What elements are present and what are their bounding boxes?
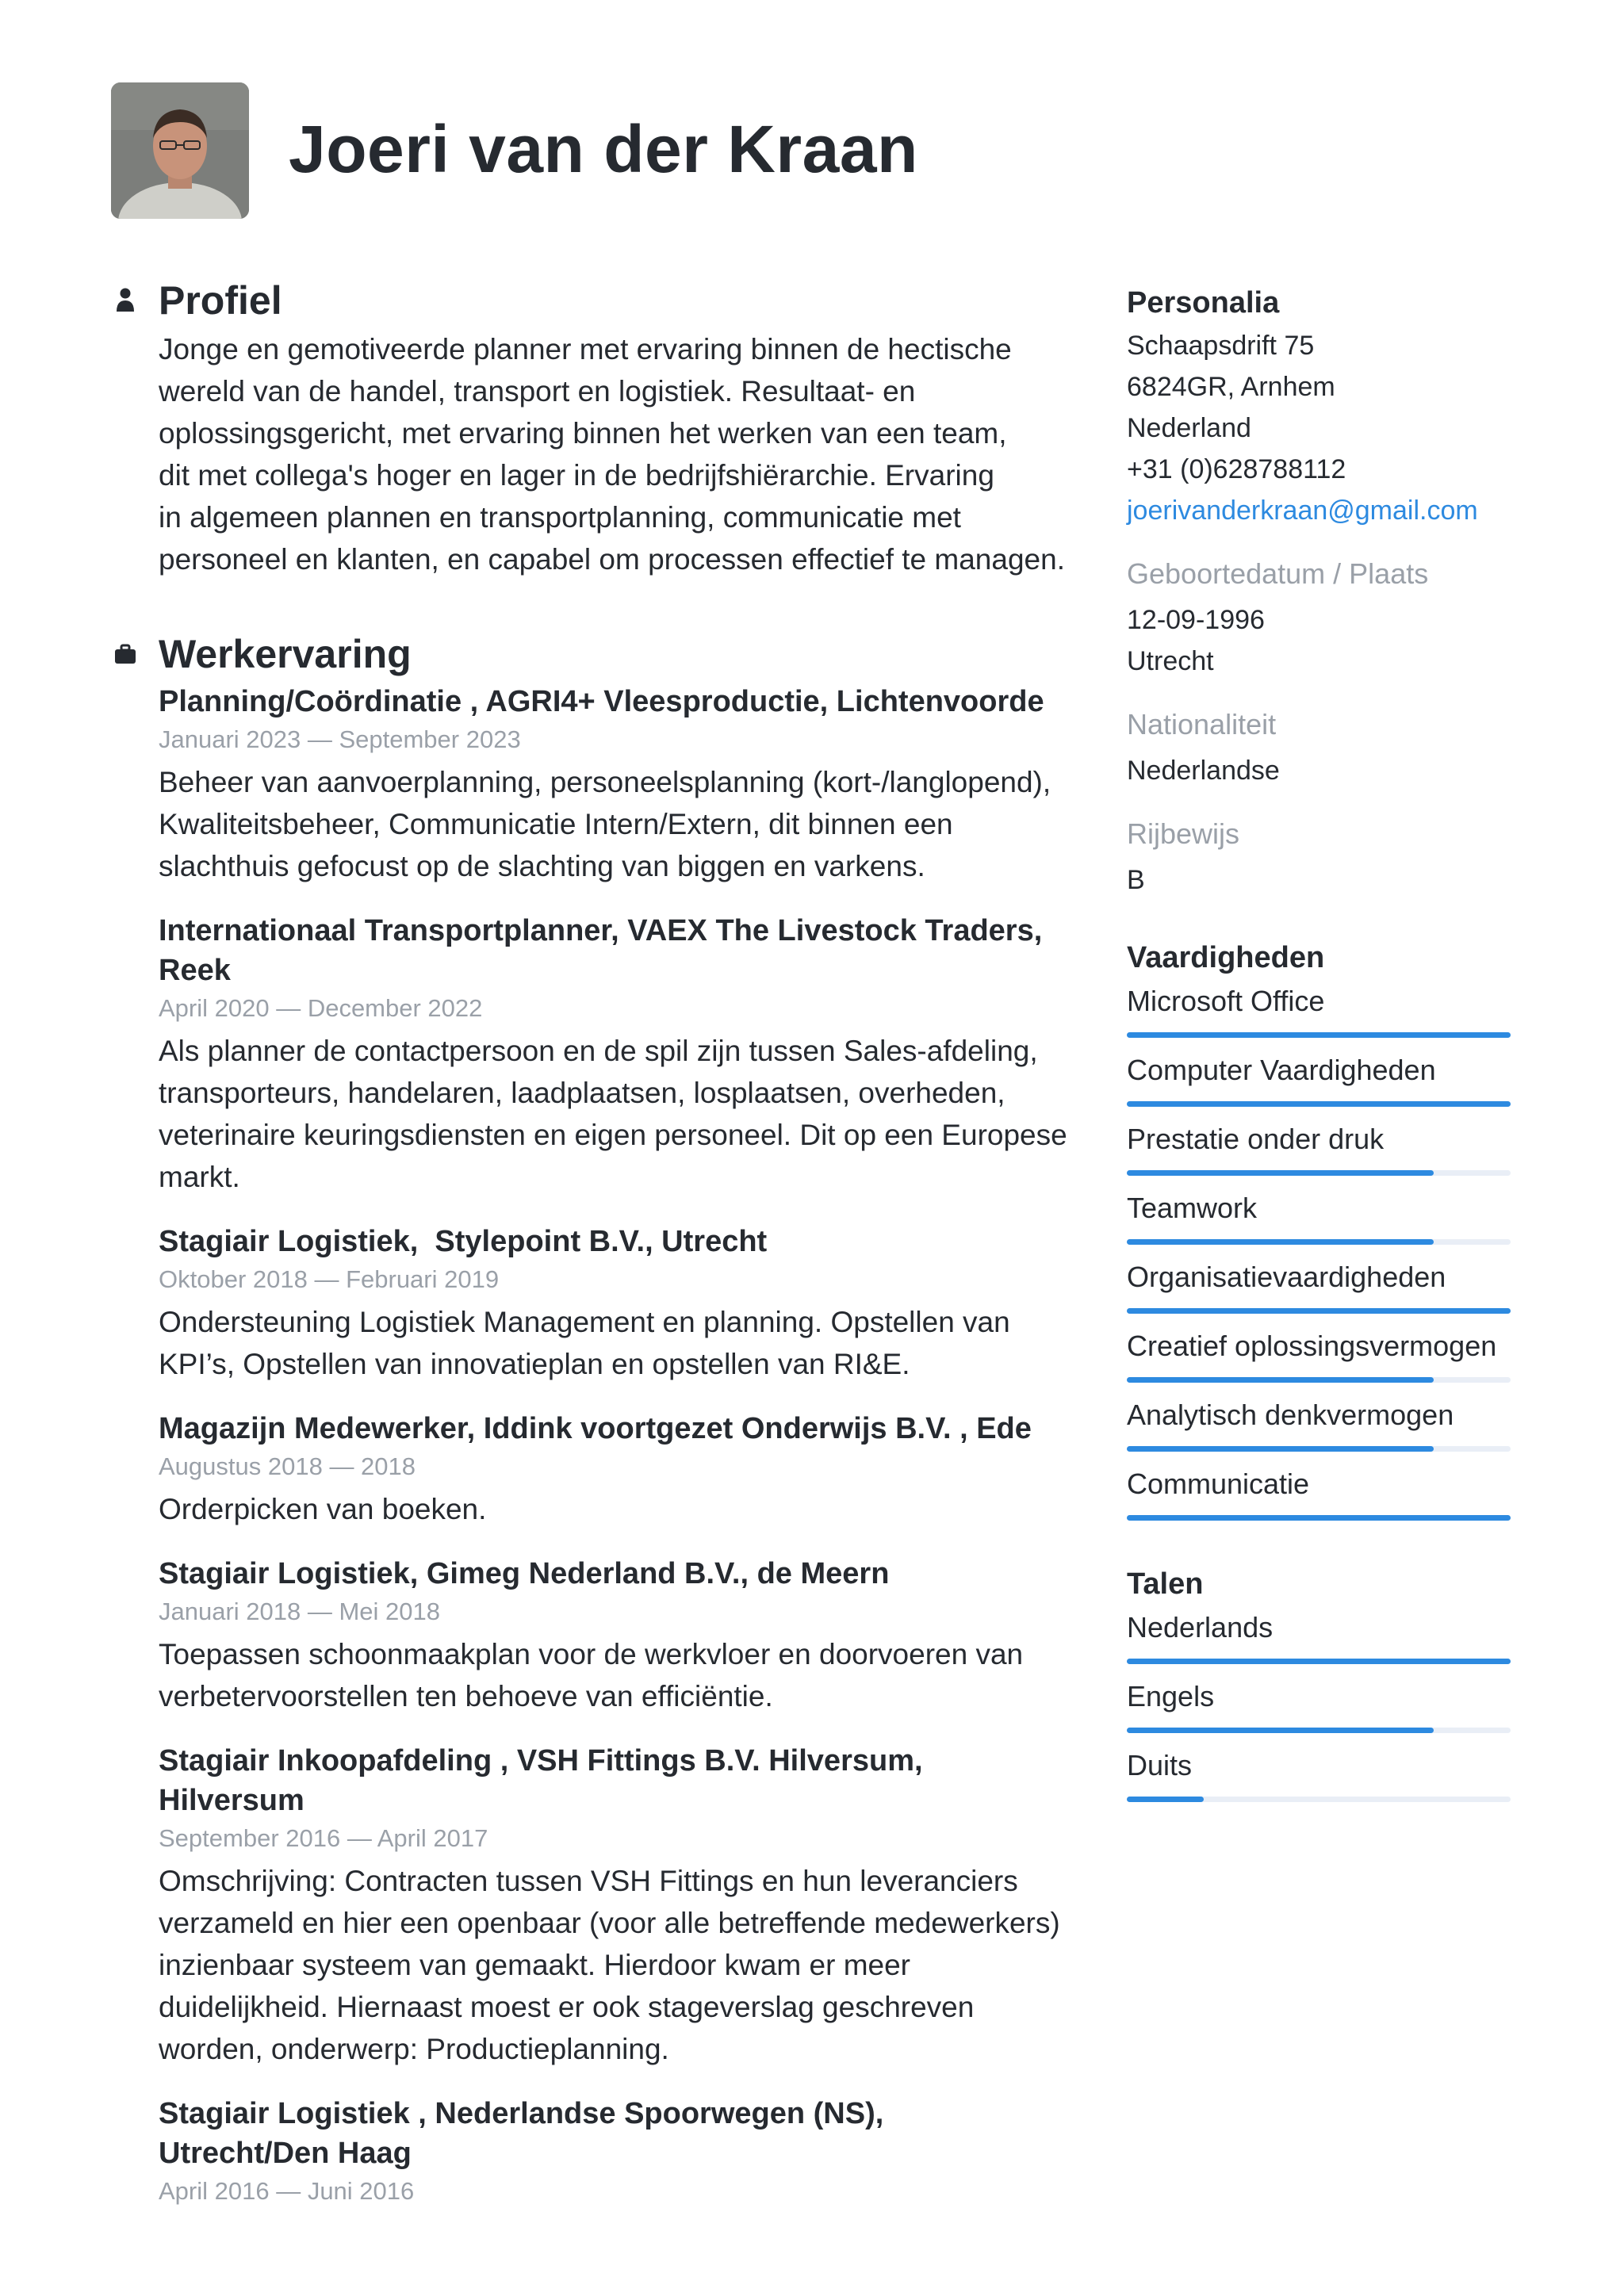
skill-item bbox=[1127, 980, 1511, 1038]
person-photo-image bbox=[111, 82, 249, 219]
job-description-line: veterinaire keuringsdiensten en eigen personeel. Dit op een Europese bbox=[159, 1119, 1067, 1151]
job-description-line: markt. bbox=[159, 1161, 240, 1193]
address-line: Nederland bbox=[1127, 413, 1251, 443]
job-title: Stagiair Logistiek, Stylepoint B.V., Utrecht bbox=[159, 1225, 768, 1258]
language-item bbox=[1127, 1606, 1511, 1664]
skill-label: Organisatievaardigheden bbox=[1127, 1261, 1446, 1293]
language-item bbox=[1127, 1744, 1511, 1802]
skill-level-fill bbox=[1127, 1377, 1434, 1383]
nationality-label: Nationaliteit bbox=[1127, 708, 1277, 740]
job-entry bbox=[159, 911, 1071, 1198]
license-label: Rijbewijs bbox=[1127, 817, 1240, 850]
skill-level-bar bbox=[1127, 1446, 1511, 1452]
skill-level-fill bbox=[1127, 1032, 1511, 1038]
skill-level-bar bbox=[1127, 1101, 1511, 1107]
email-link[interactable]: joerivanderkraan@gmail.com bbox=[1127, 496, 1478, 526]
skill-item bbox=[1127, 1049, 1511, 1107]
main-column bbox=[159, 273, 1071, 2210]
language-level-bar bbox=[1127, 1659, 1511, 1664]
skill-item bbox=[1127, 1118, 1511, 1176]
job-dates: Januari 2023 — September 2023 bbox=[159, 725, 521, 753]
job-dates: Oktober 2018 — Februari 2019 bbox=[159, 1265, 500, 1293]
profile-line: in algemeen plannen en transportplanning, communicatie met bbox=[159, 501, 961, 534]
language-level-bar bbox=[1127, 1728, 1511, 1733]
skill-level-fill bbox=[1127, 1101, 1511, 1107]
address-line: 6824GR, Arnhem bbox=[1127, 372, 1335, 402]
languages-section bbox=[1127, 1562, 1511, 1802]
experience-heading bbox=[159, 626, 1071, 682]
birth-place: Utrecht bbox=[1127, 646, 1214, 676]
language-level-bar bbox=[1127, 1797, 1511, 1802]
skills-section bbox=[1127, 936, 1511, 1521]
skill-item bbox=[1127, 1256, 1511, 1314]
section-title-skills: Vaardigheden bbox=[1127, 941, 1325, 974]
job-description-line: Omschrijving: Contracten tussen VSH Fittings en hun leveranciers bbox=[159, 1865, 1018, 1897]
person-icon bbox=[114, 287, 136, 312]
job-description-line: Ondersteuning Logistiek Management en planning. Opstellen van bbox=[159, 1306, 1010, 1338]
job-description bbox=[159, 761, 1071, 887]
job-description-line: worden, onderwerp: Productieplanning. bbox=[159, 2033, 669, 2065]
language-item bbox=[1127, 1675, 1511, 1733]
job-title: Internationaal Transportplanner, VAEX The Livestock Traders, Reek bbox=[159, 914, 1043, 987]
skill-label: Communicatie bbox=[1127, 1468, 1310, 1500]
profile-line: wereld van de handel, transport en logistiek. Resultaat- en bbox=[159, 375, 916, 408]
job-title: Planning/Coördinatie , AGRI4+ Vleesproductie, Lichtenvoorde bbox=[159, 685, 1044, 718]
briefcase-icon bbox=[114, 641, 136, 666]
job-description-line: Als planner de contactpersoon en de spil zijn tussen Sales-afdeling, bbox=[159, 1035, 1038, 1067]
job-entry bbox=[159, 1222, 1071, 1385]
job-description bbox=[159, 1030, 1071, 1198]
job-description bbox=[159, 1633, 1071, 1717]
profile-line: oplossingsgericht, met ervaring binnen het werken van een team, bbox=[159, 417, 1007, 450]
job-description-line: Beheer van aanvoerplanning, personeelsplanning (kort-/langlopend), bbox=[159, 766, 1051, 798]
job-description-line: Toepassen schoonmaakplan voor de werkvloer en doorvoeren van bbox=[159, 1638, 1024, 1670]
profile-section bbox=[159, 273, 1071, 580]
job-description-line: verbetervoorstellen ten behoeve van efficiëntie. bbox=[159, 1680, 773, 1712]
skill-label: Microsoft Office bbox=[1127, 985, 1325, 1017]
job-description-line: Kwaliteitsbeheer, Communicatie Intern/Extern, dit binnen een bbox=[159, 808, 953, 840]
birth-label: Geboortedatum / Plaats bbox=[1127, 557, 1429, 590]
job-description bbox=[159, 1488, 1071, 1530]
profile-summary bbox=[159, 328, 1071, 580]
job-description-line: Orderpicken van boeken. bbox=[159, 1493, 487, 1525]
language-level-fill bbox=[1127, 1797, 1204, 1802]
skill-item bbox=[1127, 1463, 1511, 1521]
skill-label: Analytisch denkvermogen bbox=[1127, 1399, 1454, 1431]
job-dates: April 2020 — December 2022 bbox=[159, 994, 483, 1022]
skill-item bbox=[1127, 1325, 1511, 1383]
skill-label: Teamwork bbox=[1127, 1192, 1258, 1224]
job-title: Stagiair Inkoopafdeling , VSH Fittings B.V. Hilversum, Hilversum bbox=[159, 1744, 923, 1817]
skill-level-bar bbox=[1127, 1377, 1511, 1383]
language-label: Nederlands bbox=[1127, 1611, 1274, 1644]
job-dates: Januari 2018 — Mei 2018 bbox=[159, 1598, 441, 1625]
skill-level-fill bbox=[1127, 1239, 1434, 1245]
language-level-fill bbox=[1127, 1728, 1434, 1733]
job-dates: Augustus 2018 — 2018 bbox=[159, 1452, 416, 1480]
job-description-line: inzienbaar systeem van gemaakt. Hierdoor kwam er meer bbox=[159, 1949, 910, 1981]
job-description-line: transporteurs, handelaren, laadplaatsen, losplaatsen, overheden, bbox=[159, 1077, 1005, 1109]
skill-level-fill bbox=[1127, 1446, 1434, 1452]
profile-heading bbox=[159, 273, 1071, 328]
skill-level-bar bbox=[1127, 1032, 1511, 1038]
nationality-value: Nederlandse bbox=[1127, 756, 1280, 786]
profile-line: dit met collega's hoger en lager in de bedrijfshiërarchie. Ervaring bbox=[159, 459, 994, 492]
phone-number: +31 (0)628788112 bbox=[1127, 454, 1346, 484]
job-title: Stagiair Logistiek, Gimeg Nederland B.V., de Meern bbox=[159, 1557, 890, 1590]
section-title-languages: Talen bbox=[1127, 1567, 1204, 1601]
sidebar-column bbox=[1127, 281, 1511, 1813]
languages-list bbox=[1127, 1606, 1511, 1802]
skill-label: Creatief oplossingsvermogen bbox=[1127, 1330, 1497, 1362]
section-title-profile: Profiel bbox=[159, 278, 282, 323]
skill-level-bar bbox=[1127, 1515, 1511, 1521]
experience-section bbox=[159, 626, 1071, 2210]
section-title-experience: Werkervaring bbox=[159, 632, 412, 676]
profile-photo bbox=[111, 82, 249, 219]
job-title: Magazijn Medewerker, Iddink voortgezet Onderwijs B.V. , Ede bbox=[159, 1412, 1032, 1445]
job-description-line: slachthuis gefocust op de slachting van biggen en varkens. bbox=[159, 850, 925, 882]
profile-line: personeel en klanten, en capabel om processen effectief te managen. bbox=[159, 543, 1065, 576]
skill-label: Prestatie onder druk bbox=[1127, 1123, 1385, 1155]
skill-level-bar bbox=[1127, 1308, 1511, 1314]
job-description bbox=[159, 1860, 1071, 2070]
job-entry bbox=[159, 1741, 1071, 2070]
job-description-line: duidelijkheid. Hiernaast moest er ook stageverslag geschreven bbox=[159, 1991, 975, 2023]
job-description-line: verzameld en hier een openbaar (voor alle betreffende medewerkers) bbox=[159, 1907, 1060, 1939]
personal-section bbox=[1127, 281, 1511, 901]
birth-date: 12-09-1996 bbox=[1127, 605, 1265, 635]
skill-level-bar bbox=[1127, 1239, 1511, 1245]
job-entry bbox=[159, 1409, 1071, 1530]
skills-list bbox=[1127, 980, 1511, 1521]
skill-level-fill bbox=[1127, 1170, 1434, 1176]
license-value: B bbox=[1127, 865, 1145, 895]
skill-label: Computer Vaardigheden bbox=[1127, 1054, 1436, 1086]
skill-item bbox=[1127, 1187, 1511, 1245]
language-label: Engels bbox=[1127, 1680, 1215, 1712]
profile-line: Jonge en gemotiveerde planner met ervaring binnen de hectische bbox=[159, 333, 1012, 365]
job-dates: April 2016 — Juni 2016 bbox=[159, 2177, 415, 2205]
job-entry bbox=[159, 682, 1071, 887]
address-line: Schaapsdrift 75 bbox=[1127, 331, 1315, 361]
job-entry bbox=[159, 2094, 1071, 2210]
job-title: Stagiair Logistiek , Nederlandse Spoorwegen (NS), Utrecht/Den Haag bbox=[159, 2097, 884, 2170]
section-title-personal: Personalia bbox=[1127, 286, 1280, 320]
skill-level-bar bbox=[1127, 1170, 1511, 1176]
skill-item bbox=[1127, 1394, 1511, 1452]
job-description-line: KPI’s, Opstellen van innovatieplan en opstellen van RI&E. bbox=[159, 1348, 910, 1380]
candidate-name: Joeri van der Kraan bbox=[289, 112, 918, 186]
job-dates: September 2016 — April 2017 bbox=[159, 1824, 488, 1852]
language-label: Duits bbox=[1127, 1749, 1193, 1781]
skill-level-fill bbox=[1127, 1515, 1511, 1521]
job-entry bbox=[159, 1554, 1071, 1717]
language-level-fill bbox=[1127, 1659, 1511, 1664]
skill-level-fill bbox=[1127, 1308, 1511, 1314]
job-description bbox=[159, 1301, 1071, 1385]
